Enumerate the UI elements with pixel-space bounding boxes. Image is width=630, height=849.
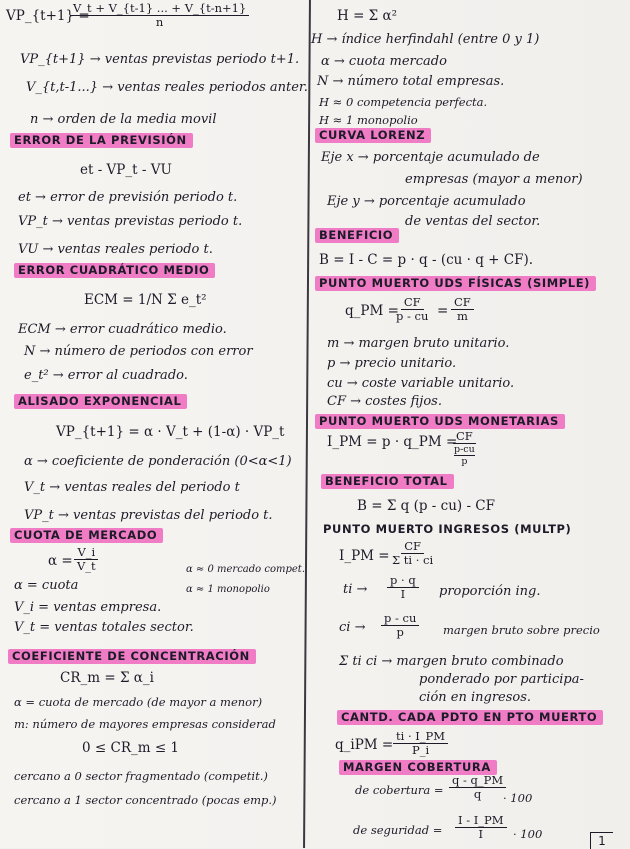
cuota-title: CUOTA DE MERCADO [10, 528, 163, 543]
seguridad-fraction [455, 814, 507, 841]
cuota-formula-den: V_t [77, 559, 96, 573]
pm-fisicas-num-1: CF [401, 296, 424, 310]
cantidad-fraction [393, 730, 448, 757]
seguridad-num: I - I_PM [455, 814, 507, 828]
ti-lhs: ti → [343, 582, 368, 597]
ci-num: p - cu [381, 612, 419, 626]
pm-monetarias-den-den: p [461, 456, 468, 467]
pm-fisicas-title: PUNTO MUERTO UDS FÍSICAS (SIMPLE) [315, 276, 596, 291]
cuota-line-3: V_t = ventas totales sector. [14, 620, 194, 635]
lorenz-title: CURVA LORENZ [315, 128, 431, 143]
pm-monetarias-den [451, 444, 478, 467]
seguridad-tail: · 100 [513, 827, 543, 841]
cobertura-fraction [449, 774, 506, 801]
h-line-2: α → cuota mercado [321, 54, 447, 69]
cuota-note-2: α ≈ 1 monopolio [186, 584, 270, 595]
beneficio-total-title: BENEFICIO TOTAL [321, 474, 454, 489]
cuota-line-1: α = cuota [14, 578, 79, 593]
h-line-5: H ≈ 1 monopolio [319, 113, 418, 127]
pm-ingresos-fraction [389, 540, 436, 567]
sum-line-2: ponderado por participa- [419, 672, 584, 687]
vp-line-2: V_{t,t-1...} → ventas reales periodos anter. [26, 80, 308, 95]
vp-formula-den: n [155, 15, 164, 29]
pm-fisicas-lhs: q_PM = [345, 303, 399, 319]
margen-title: MARGEN COBERTURA [339, 760, 497, 775]
error-prevision-line-3: VU → ventas reales periodo t. [18, 242, 213, 257]
pm-fisicas-eq: = [437, 303, 449, 319]
beneficio-title: BENEFICIO [315, 228, 399, 243]
pm-fisicas-line-3: cu → coste variable unitario. [327, 376, 515, 391]
pm-fisicas-den-1: p - cu [396, 309, 429, 323]
error-prevision-title: ERROR DE LA PREVISIÓN [10, 133, 193, 148]
ti-num: p · q [387, 574, 419, 588]
beneficio-total-formula: B = Σ q (p - cu) - CF [357, 498, 495, 514]
pm-ingresos-lhs: I_PM = [339, 548, 390, 564]
pm-fisicas-num-2: CF [451, 296, 474, 310]
seguridad-lhs: de seguridad = [353, 823, 443, 837]
cobertura-tail: · 100 [503, 791, 533, 805]
pm-fisicas-fraction-2 [451, 296, 474, 323]
ecm-line-3: e_t² → error al cuadrado. [24, 368, 188, 383]
pm-ingresos-num: CF [401, 540, 424, 554]
cuota-formula-fraction [74, 546, 99, 573]
cuota-note-1: α ≈ 0 mercado compet. [186, 564, 305, 575]
concentracion-line-5: cercano a 1 sector concentrado (pocas emp.) [14, 793, 277, 807]
concentracion-line-1: α = cuota de mercado (de mayor a menor) [14, 695, 263, 709]
vp-line-1: VP_{t+1} → ventas previstas periodo t+1. [20, 52, 300, 67]
error-prevision-line-2: VP_t → ventas previstas periodo t. [18, 214, 243, 229]
ecm-formula: ECM = 1/N Σ e_t² [84, 292, 207, 308]
ti-den: I [400, 587, 406, 601]
pm-fisicas-fraction-1 [393, 296, 431, 323]
cantidad-lhs: q_iPM = [335, 737, 394, 753]
cantidad-num: ti · I_PM [393, 730, 448, 744]
ci-fraction [381, 612, 419, 639]
error-prevision-line-1: et → error de previsión periodo t. [18, 190, 238, 205]
vp-formula-fraction [70, 2, 249, 29]
h-formula: H = Σ α² [337, 8, 398, 24]
vp-line-3: n → orden de la media movil [30, 112, 217, 127]
pm-monetarias-title: PUNTO MUERTO UDS MONETARIAS [315, 414, 565, 429]
alisado-line-1: α → coeficiente de ponderación (0<α<1) [24, 454, 292, 469]
right-column [309, 0, 630, 848]
pm-fisicas-line-2: p → precio unitario. [327, 356, 457, 371]
ci-lhs: ci → [339, 620, 366, 635]
pm-ingresos-den: Σ ti · ci [392, 553, 434, 567]
page-number: 1 [590, 832, 613, 849]
pm-monetarias-fraction [451, 430, 478, 467]
ecm-line-1: ECM → error cuadrático medio. [18, 322, 227, 337]
lorenz-line-1: Eje x → porcentaje acumulado de [321, 150, 540, 165]
pm-monetarias-num: CF [453, 430, 476, 444]
ti-fraction [387, 574, 419, 601]
cobertura-lhs: de cobertura = [355, 783, 444, 797]
lorenz-line-3: Eje y → porcentaje acumulado [327, 194, 526, 209]
cuota-formula-lhs: α = [48, 553, 73, 569]
lorenz-line-2: empresas (mayor a menor) [405, 172, 583, 187]
vp-formula-lhs: VP_{t+1} = [6, 8, 90, 24]
ti-text: proporción ing. [439, 584, 541, 599]
ecm-title: ERROR CUADRÁTICO MEDIO [14, 263, 215, 278]
alisado-line-2: V_t → ventas reales del periodo t [24, 480, 240, 495]
h-line-3: N → número total empresas. [317, 74, 505, 89]
pm-monetarias-den-num: p-cu [454, 444, 475, 455]
beneficio-formula: B = I - C = p · q - (cu · q + CF). [319, 252, 534, 268]
sum-line-3: ción en ingresos. [419, 690, 532, 705]
pm-ingresos-title: PUNTO MUERTO INGRESOS (MULTP) [323, 522, 572, 536]
concentracion-title: COEFICIENTE DE CONCENTRACIÓN [8, 649, 256, 664]
sum-line-1: Σ ti ci → margen bruto combinado [339, 654, 564, 669]
lorenz-line-4: de ventas del sector. [405, 214, 541, 229]
cuota-formula-num: V_i [74, 546, 98, 560]
cantidad-title: CANTD. CADA PDTO EN PTO MUERTO [337, 710, 603, 725]
error-prevision-formula: et - VP_t - VU [80, 162, 172, 178]
h-line-4: H ≈ 0 competencia perfecta. [319, 95, 488, 109]
ci-den: p [396, 625, 404, 639]
ci-text: margen bruto sobre precio [443, 623, 600, 637]
cobertura-den: q [473, 787, 482, 801]
left-column [0, 0, 308, 848]
alisado-title: ALISADO EXPONENCIAL [14, 394, 187, 409]
cuota-line-2: V_i = ventas empresa. [14, 600, 162, 615]
alisado-formula: VP_{t+1} = α · V_t + (1-α) · VP_t [56, 424, 285, 440]
concentracion-line-2: m: número de mayores empresas considerad [14, 717, 276, 731]
alisado-line-3: VP_t → ventas previstas del periodo t. [24, 508, 273, 523]
seguridad-den: I [478, 827, 484, 841]
pm-monetarias-lhs: I_PM = p · q_PM = [327, 434, 458, 450]
h-line-1: H → índice herfindahl (entre 0 y 1) [311, 32, 540, 47]
vp-formula-num: V_t + V_{t-1} ... + V_{t-n+1} [70, 2, 249, 16]
cobertura-num: q - q_PM [449, 774, 506, 788]
ecm-line-2: N → número de periodos con error [24, 344, 253, 359]
concentracion-line-3: 0 ≤ CR_m ≤ 1 [82, 740, 180, 756]
cantidad-den: P_i [411, 743, 430, 757]
concentracion-formula: CR_m = Σ α_i [60, 670, 154, 686]
pm-fisicas-line-4: CF → costes fijos. [327, 394, 442, 409]
pm-fisicas-line-1: m → margen bruto unitario. [327, 336, 510, 351]
pm-fisicas-den-2: m [456, 309, 468, 323]
concentracion-line-4: cercano a 0 sector fragmentado (competit.) [14, 769, 268, 783]
